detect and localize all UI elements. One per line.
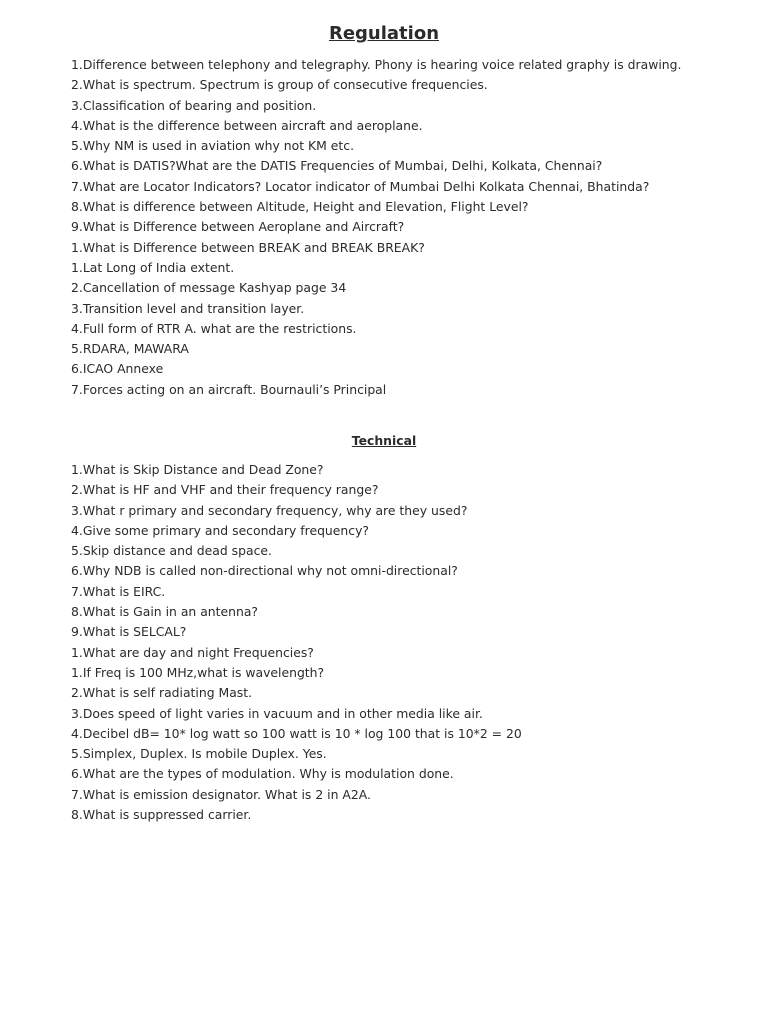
list-item: 1.What is Skip Distance and Dead Zone? xyxy=(71,462,324,477)
list-item: 4.Decibel dB= 10* log watt so 100 watt is 10 * log 100 that is 10*2 = 20 xyxy=(71,725,522,741)
list-item: 4.Full form of RTR A. what are the restrictions. xyxy=(71,320,357,336)
list-item: 5.Why NM is used in aviation why not KM etc. xyxy=(71,138,355,154)
list-item: 6.Why NDB is called non-directional why not omni-directional? xyxy=(71,563,458,579)
list-item: 3.Does speed of light varies in vacuum and in other media like air. xyxy=(71,705,483,721)
list-item: 1.Lat Long of India extent. xyxy=(71,259,235,275)
list-item: 7.Forces acting on an aircraft. Bournauli’s Principal xyxy=(71,381,387,397)
list-item: 5.Simplex, Duplex. Is mobile Duplex. Yes. xyxy=(71,746,327,762)
list-item: 3.Classification of bearing and position. xyxy=(71,97,317,113)
list-item: 6.What are the types of modulation. Why is modulation done. xyxy=(71,766,454,782)
list-item: 9.What is SELCAL? xyxy=(71,624,187,640)
list-item: 1.Difference between telephony and telegraphy. Phony is hearing voice related graphy is drawing. xyxy=(71,57,682,72)
regulation-question-list xyxy=(71,55,691,400)
list-item: 2.What is HF and VHF and their frequency range? xyxy=(71,482,379,498)
list-item: 8.What is difference between Altitude, Height and Elevation, Flight Level? xyxy=(71,199,529,215)
list-item: 8.What is Gain in an antenna? xyxy=(71,604,259,620)
page-title: Regulation xyxy=(328,23,440,44)
list-item: 7.What are Locator Indicators? Locator indicator of Mumbai Delhi Kolkata Chennai, Bhatinda? xyxy=(71,178,650,194)
list-item: 9.What is Difference between Aeroplane and Aircraft? xyxy=(71,219,405,235)
list-item: 3.Transition level and transition layer. xyxy=(71,300,305,316)
list-item: 2.Cancellation of message Kashyap page 34 xyxy=(71,280,347,296)
list-item: 1.What are day and night Frequencies? xyxy=(71,644,314,660)
list-item: 3.What r primary and secondary frequency, why are they used? xyxy=(71,502,468,518)
list-item: 5.Skip distance and dead space. xyxy=(71,543,272,559)
list-item: 7.What is EIRC. xyxy=(71,583,166,599)
list-item: 1.If Freq is 100 MHz,what is wavelength? xyxy=(71,664,325,680)
list-item: 8.What is suppressed carrier. xyxy=(71,807,252,823)
list-item: 2.What is spectrum. Spectrum is group of consecutive frequencies. xyxy=(71,77,488,93)
list-item: 6.What is DATIS?What are the DATIS Frequencies of Mumbai, Delhi, Kolkata, Chennai? xyxy=(71,158,603,174)
list-item: 4.What is the difference between aircraft and aeroplane. xyxy=(71,117,423,133)
list-item: 1.What is Difference between BREAK and BREAK BREAK? xyxy=(71,239,425,255)
list-item: 7.What is emission designator. What is 2 in A2A. xyxy=(71,786,371,802)
list-item: 2.What is self radiating Mast. xyxy=(71,685,253,701)
technical-section-heading: Technical xyxy=(351,433,417,448)
list-item: 6.ICAO Annexe xyxy=(71,361,164,377)
list-item: 5.RDARA, MAWARA xyxy=(71,341,189,357)
technical-question-list xyxy=(71,460,691,825)
list-item: 4.Give some primary and secondary frequency? xyxy=(71,522,369,538)
